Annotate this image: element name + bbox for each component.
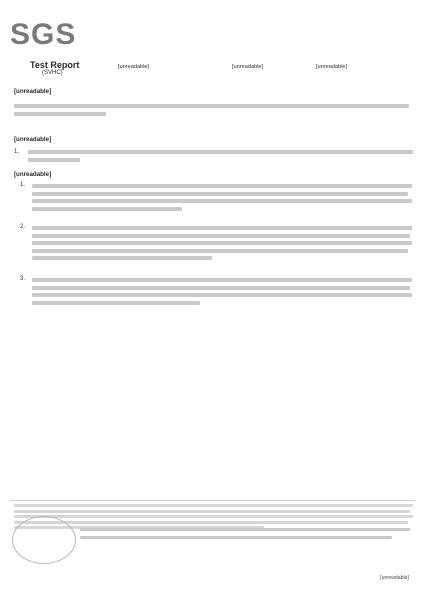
report-number: [unreadable] — [118, 64, 150, 70]
footer-address — [80, 528, 410, 539]
remark-item-text — [28, 150, 413, 162]
remarks-item-1-text — [32, 184, 412, 211]
sgs-logo: SGS — [10, 18, 77, 51]
footer-disclaimer — [14, 504, 413, 529]
report-title: Test Report — [30, 60, 80, 70]
test-sample-text — [14, 104, 409, 116]
remarks-item-3-text — [32, 278, 412, 305]
member-statement: [unreadable] — [380, 575, 409, 581]
test-sample-heading: [unreadable] — [14, 88, 52, 95]
remark-item-number: 1. — [14, 149, 20, 155]
remarks-item-2-text — [32, 226, 412, 260]
sgs-seal-icon — [12, 516, 76, 564]
report-subtitle: (SVHC) — [42, 70, 63, 76]
remark-heading: [unreadable] — [14, 136, 52, 143]
remarks-item-3-number: 3. — [20, 276, 26, 282]
page-indicator: [unreadable] — [316, 64, 348, 70]
report-date: [unreadable] — [232, 64, 264, 70]
remarks-item-2-number: 2. — [20, 224, 26, 230]
footer-divider — [10, 500, 415, 501]
remarks-heading: [unreadable] — [14, 171, 52, 178]
remarks-item-1-number: 1. — [20, 182, 26, 188]
